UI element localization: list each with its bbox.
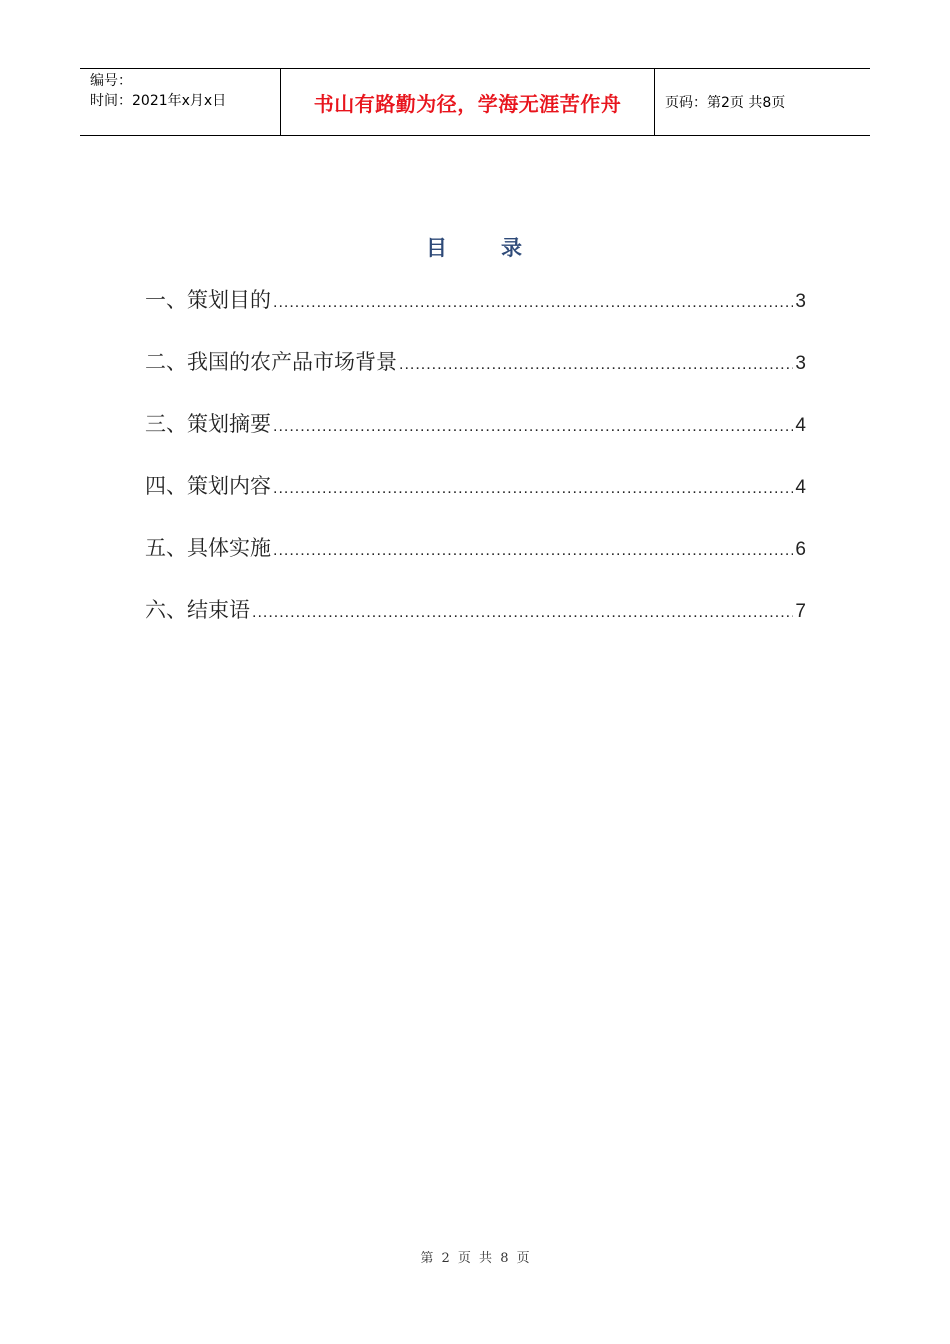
- toc-item-label: 四、策划内容: [145, 474, 271, 498]
- toc-item-page: 3: [795, 291, 806, 312]
- toc-item[interactable]: [145, 532, 806, 594]
- toc-item-page: 6: [795, 539, 806, 560]
- toc-item-label: 三、策划摘要: [145, 412, 271, 436]
- toc-leader-dots: [273, 294, 793, 312]
- toc-item-label: 五、具体实施: [145, 536, 271, 560]
- toc-item-page: 4: [795, 477, 806, 498]
- page-footer: 第 2 页 共 8 页: [420, 1251, 530, 1266]
- toc-leader-dots: [273, 542, 793, 560]
- toc-title-char-1: 目: [426, 236, 449, 260]
- header-page-cell: [655, 69, 870, 135]
- document-date-label: 时间：2021年x月x日: [90, 93, 227, 109]
- document-header: [80, 68, 870, 136]
- toc-title: [0, 232, 950, 262]
- toc-leader-dots: [273, 418, 793, 436]
- toc-item-label: 六、结束语: [145, 598, 250, 622]
- header-motto: 书山有路勤为径，学海无涯苦作舟: [313, 91, 622, 116]
- toc-item-page: 3: [795, 353, 806, 374]
- header-page-label: 页码：第2页 共8页: [665, 95, 786, 111]
- header-motto-cell: [281, 69, 655, 135]
- toc-item[interactable]: [145, 408, 806, 470]
- toc-item[interactable]: [145, 346, 806, 408]
- toc-item[interactable]: [145, 470, 806, 532]
- document-number-label: 编号：: [90, 73, 132, 89]
- toc-list: [145, 284, 806, 656]
- toc-leader-dots: [252, 604, 793, 622]
- toc-item-page: 7: [795, 601, 806, 622]
- toc-item-label: 二、我国的农产品市场背景: [145, 350, 397, 374]
- toc-leader-dots: [273, 480, 793, 498]
- toc-title-char-2: 录: [501, 236, 524, 260]
- toc-item[interactable]: [145, 284, 806, 346]
- header-info-cell: [80, 69, 281, 135]
- toc-item[interactable]: [145, 594, 806, 656]
- toc-item-page: 4: [795, 415, 806, 436]
- toc-leader-dots: [399, 356, 793, 374]
- toc-item-label: 一、策划目的: [145, 288, 271, 312]
